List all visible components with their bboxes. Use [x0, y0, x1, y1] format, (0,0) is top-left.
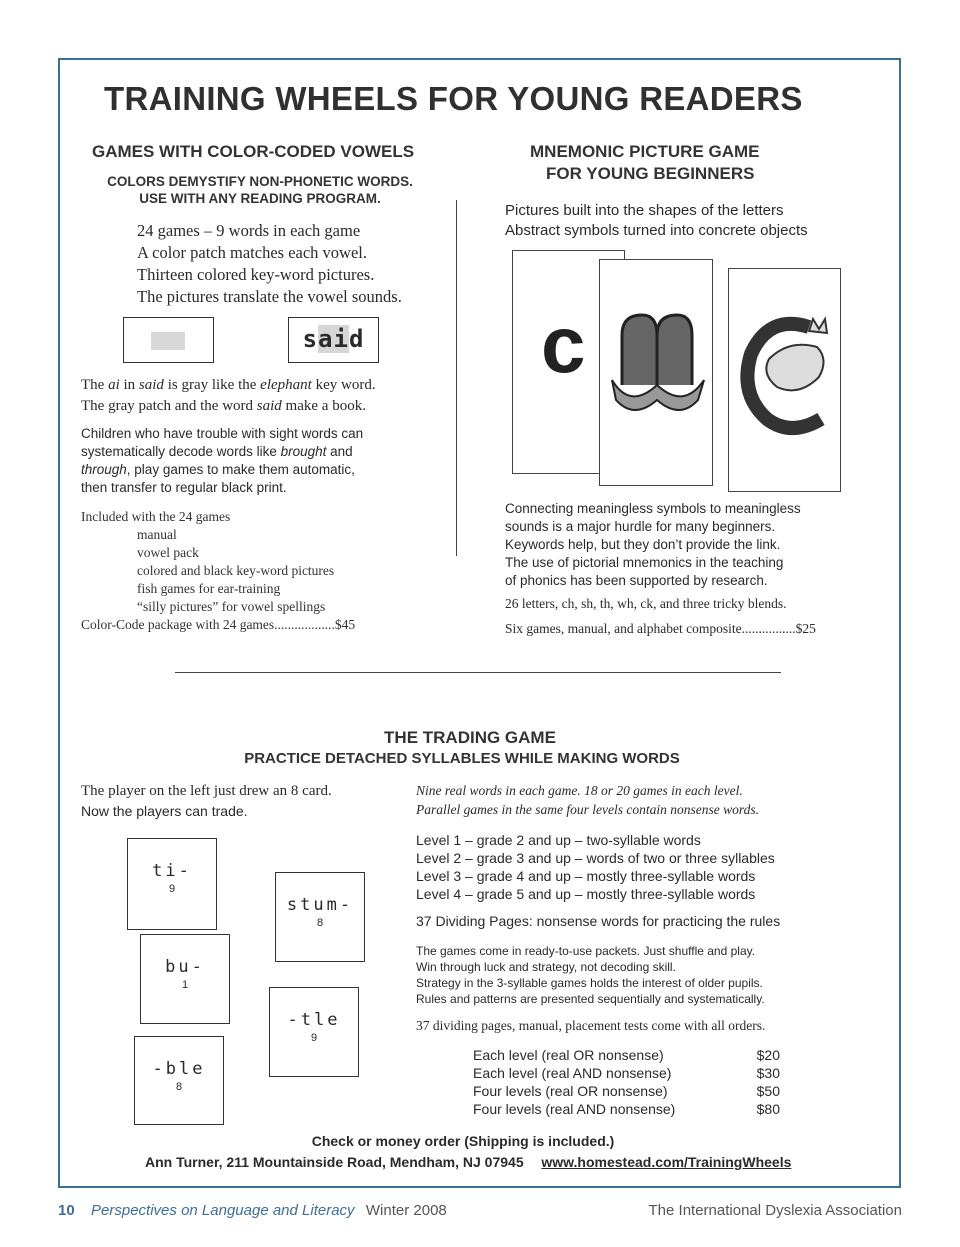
section-divider: [175, 672, 781, 673]
color-patch-card: [123, 317, 214, 363]
syllable-card: stum- 8: [275, 872, 365, 962]
left-subheading-2: USE WITH ANY READING PROGRAM.: [139, 191, 381, 206]
mnemonic-price: Six games, manual, and alphabet composite................$25: [505, 621, 816, 636]
included-list: [81, 508, 355, 634]
said-word: said: [302, 325, 365, 353]
right-intro: Pictures built into the shapes of the letters Abstract symbols turned into concrete objects: [505, 202, 808, 239]
gray-patch: [151, 332, 185, 350]
price-row: Each level (real OR nonsense) $20: [473, 1047, 780, 1063]
hands-m-icon: [600, 260, 714, 487]
letter-card-c-cat: [728, 268, 841, 492]
level-line: Level 2 – grade 3 and up – words of two or three syllables: [416, 850, 775, 866]
included-item: fish games for ear-training: [137, 581, 281, 596]
page-title: TRAINING WHEELS FOR YOUNG READERS: [104, 80, 803, 117]
level-line: Level 3 – grade 4 and up – mostly three-syllable words: [416, 868, 756, 884]
cat-c-icon: [729, 269, 842, 493]
vowel-highlight: ai: [318, 325, 349, 353]
included-item: “silly pictures” for vowel spellings: [137, 599, 326, 614]
trading-heading: THE TRADING GAME: [384, 728, 556, 747]
letter-c: c: [541, 300, 586, 389]
left-features: [137, 220, 402, 308]
syllable-card: bu- 1: [140, 934, 230, 1024]
syllable-card: ti- 9: [127, 838, 217, 930]
footer-left: [58, 1202, 447, 1219]
levels-list: [416, 831, 775, 903]
price-row: Each level (real AND nonsense) $30: [473, 1065, 780, 1081]
feature-line: The pictures translate the vowel sounds.: [137, 287, 402, 306]
said-caption: The ai in said is gray like the elephant key word. The gray patch and the word said make a book.: [81, 377, 376, 414]
dividing-pages: 37 Dividing Pages: nonsense words for practicing the rules: [416, 913, 781, 929]
right-body: Connecting meaningless symbols to meaningless sounds is a major hurdle for many beginners. Keywords help, but they don’t provide the link. The use of pictorial mnemonics in the teaching of phonics has been supported by research.: [505, 501, 801, 588]
player-note: The player on the left just drew an 8 card. Now the players can trade.: [81, 783, 332, 819]
letter-card-m: [599, 259, 713, 486]
column-divider: [456, 200, 457, 556]
left-heading: GAMES WITH COLOR-CODED VOWELS: [92, 142, 415, 161]
included-item: vowel pack: [137, 545, 199, 560]
syllable-card: -tle 9: [269, 987, 359, 1077]
included-item: manual: [137, 527, 177, 542]
price-row: Four levels (real OR nonsense) $50: [473, 1083, 780, 1099]
check-line: Check or money order (Shipping is included.): [311, 1133, 615, 1149]
journal-name: Perspectives on Language and Literacy: [91, 1202, 355, 1219]
issue-date: Winter 2008: [365, 1202, 447, 1219]
price-table: [473, 1046, 780, 1118]
letters-line: 26 letters, ch, sh, th, wh, ck, and three tricky blends.: [505, 596, 787, 611]
price-row: Four levels (real AND nonsense) $80: [473, 1101, 780, 1117]
color-code-price: Color-Code package with 24 games..................$45: [81, 617, 356, 632]
feature-line: 24 games – 9 words in each game: [137, 221, 361, 240]
right-heading-2: FOR YOUNG BEGINNERS: [546, 164, 755, 183]
level-line: Level 1 – grade 2 and up – two-syllable words: [416, 832, 701, 848]
included-label: Included with the 24 games: [81, 509, 231, 524]
sight-words-paragraph: Children who have trouble with sight words can systematically decode words like brought and through, play games to make them automatic, then transfer to regular black print.: [81, 426, 364, 495]
trading-subheading: PRACTICE DETACHED SYLLABLES WHILE MAKING WORDS: [244, 750, 680, 767]
included-item: colored and black key-word pictures: [137, 563, 335, 578]
details-paragraph: The games come in ready-to-use packets. Just shuffle and play. Win through luck and strategy, not decoding skill. Strategy in the 3-syllable games holds the interest of older pupils. Rules and patterns are presented sequentially and systematically.: [416, 944, 765, 1006]
website-link[interactable]: www.homestead.com/TrainingWheels: [541, 1154, 792, 1170]
said-word-card: [288, 317, 379, 363]
syllable-card: -ble 8: [134, 1036, 224, 1125]
feature-line: Thirteen colored key-word pictures.: [137, 265, 375, 284]
orders-line: 37 dividing pages, manual, placement tests come with all orders.: [416, 1018, 766, 1033]
italic-notes: Nine real words in each game. 18 or 20 games in each level. Parallel games in the same four levels contain nonsense words.: [416, 783, 759, 817]
left-subheading-1: COLORS DEMYSTIFY NON-PHONETIC WORDS.: [107, 174, 413, 189]
organization: The International Dyslexia Association: [648, 1202, 902, 1219]
page-number: 10: [58, 1202, 75, 1219]
right-heading-1: MNEMONIC PICTURE GAME: [530, 142, 760, 161]
address-line: [145, 1154, 791, 1170]
feature-line: A color patch matches each vowel.: [137, 243, 367, 262]
address: Ann Turner, 211 Mountainside Road, Mendham, NJ 07945: [145, 1154, 524, 1170]
level-line: Level 4 – grade 5 and up – mostly three-syllable words: [416, 886, 756, 902]
